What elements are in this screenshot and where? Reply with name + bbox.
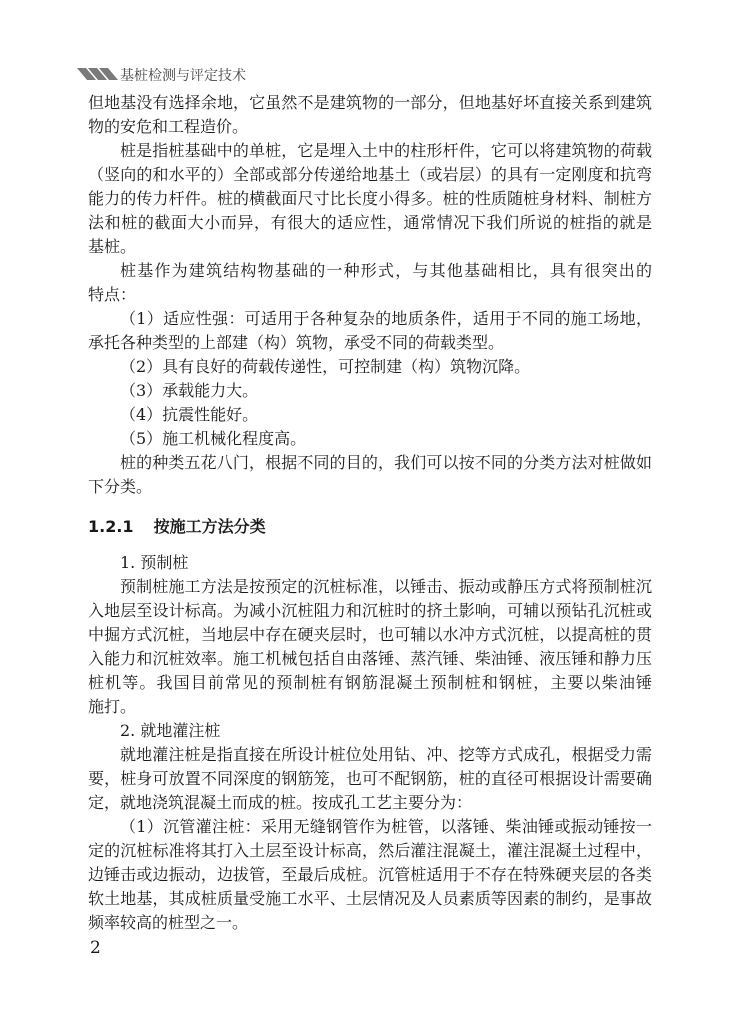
text-line: （1）适应性强：可适用于各种复杂的地质条件，适用于不同的施工场地， [120, 309, 652, 328]
text-line: （1）沉管灌注桩：采用无缝钢管作为桩管，以落锤、柴油锤或振动锤按一 [120, 817, 652, 836]
paragraph [88, 551, 652, 575]
text-line: 承托各种类型的上部建（构）筑物，承受不同的荷载类型。 [88, 333, 505, 352]
text-line: 1. 预制桩 [120, 553, 189, 572]
paragraph [88, 379, 652, 403]
text-line: 入能力和沉桩效率。施工机械包括自由落锤、蒸汽锤、柴油锤、液压锤和静力压 [88, 649, 652, 668]
text-line: 要，桩身可放置不同深度的钢筋笼，也可不配钢筋，桩的直径可根据设计需要确 [88, 769, 652, 788]
text-line: （5）施工机械化程度高。 [120, 429, 307, 448]
text-line: 边锤击或边振动，边拔管，至最后成桩。沉管桩适用于不存在特殊硬夹层的各类 [88, 865, 652, 884]
text-line: 2. 就地灌注桩 [120, 721, 221, 740]
text-line: 桩是指桩基础中的单桩，它是埋入土中的柱形杆件，它可以将建筑物的荷载 [120, 141, 652, 160]
text-line: 桩的种类五花八门，根据不同的目的，我们可以按不同的分类方法对桩做如 [120, 453, 652, 472]
paragraph [88, 719, 652, 743]
text-line: （4）抗震性能好。 [120, 405, 259, 424]
paragraph [88, 451, 652, 499]
paragraph [88, 139, 652, 259]
running-header [80, 64, 246, 86]
text-line: 预制桩施工方法是按预定的沉桩标准，以锤击、振动或静压方式将预制桩沉 [120, 577, 652, 596]
text-line: （竖向的和水平的）全部或部分传递给地基土（或岩层）的具有一定刚度和抗弯 [88, 165, 652, 184]
paragraph [88, 575, 652, 719]
text-line: （2）具有良好的荷载传递性，可控制建（构）筑物沉降。 [120, 357, 531, 376]
text-line: 法和桩的截面大小而异，有很大的适应性，通常情况下我们所说的桩指的就是 [88, 213, 652, 232]
body-text-section-a [88, 91, 652, 499]
text-line: 能力的传力杆件。桩的横截面尺寸比长度小得多。桩的性质随桩身材料、制桩方 [88, 189, 652, 208]
section-title: 按施工方法分类 [153, 517, 266, 536]
book-title: 基桩检测与评定技术 [120, 68, 246, 84]
text-line: 中掘方式沉桩，当地层中存在硬夹层时，也可辅以水冲方式沉桩，以提高桩的贯 [88, 625, 652, 644]
paragraph [88, 427, 652, 451]
paragraph [88, 403, 652, 427]
text-line: 施打。 [88, 697, 137, 716]
section-heading [88, 515, 286, 539]
text-line: （3）承载能力大。 [120, 381, 259, 400]
text-line: 定，就地浇筑混凝土而成的桩。按成孔工艺主要分为： [88, 793, 473, 812]
text-line: 定的沉桩标准将其打入土层至设计标高，然后灌注混凝土，灌注混凝土过程中， [88, 841, 652, 860]
paragraph [88, 355, 652, 379]
page-number: 2 [90, 938, 101, 958]
text-line: 频率较高的桩型之一。 [88, 913, 249, 932]
text-line: 物的安危和工程造价。 [88, 117, 249, 136]
section-number: 1.2.1 [88, 517, 134, 536]
text-line: 入地层至设计标高。为减小沉桩阻力和沉桩时的挤土影响，可辅以预钻孔沉桩或 [88, 601, 652, 620]
paragraph [88, 815, 652, 935]
parallelogram-stripes-icon [80, 68, 114, 82]
text-line: 桩基作为建筑结构物基础的一种形式，与其他基础相比，具有很突出的 [120, 261, 652, 280]
text-line: 就地灌注桩是指直接在所设计桩位处用钻、冲、挖等方式成孔，根据受力需 [120, 745, 652, 764]
text-line: 特点： [88, 285, 137, 304]
text-line: 下分类。 [88, 477, 153, 496]
body-text-section-b [88, 551, 652, 935]
text-line: 桩机等。我国目前常见的预制桩有钢筋混凝土预制桩和钢桩，主要以柴油锤 [88, 673, 652, 692]
paragraph [88, 307, 652, 355]
paragraph [88, 743, 652, 815]
paragraph [88, 259, 652, 307]
text-line: 基桩。 [88, 237, 137, 256]
text-line: 但地基没有选择余地，它虽然不是建筑物的一部分，但地基好坏直接关系到建筑 [88, 93, 652, 112]
paragraph [88, 91, 652, 139]
text-line: 软土地基，其成桩质量受施工水平、土层情况及人员素质等因素的制约，是事故 [88, 889, 652, 908]
